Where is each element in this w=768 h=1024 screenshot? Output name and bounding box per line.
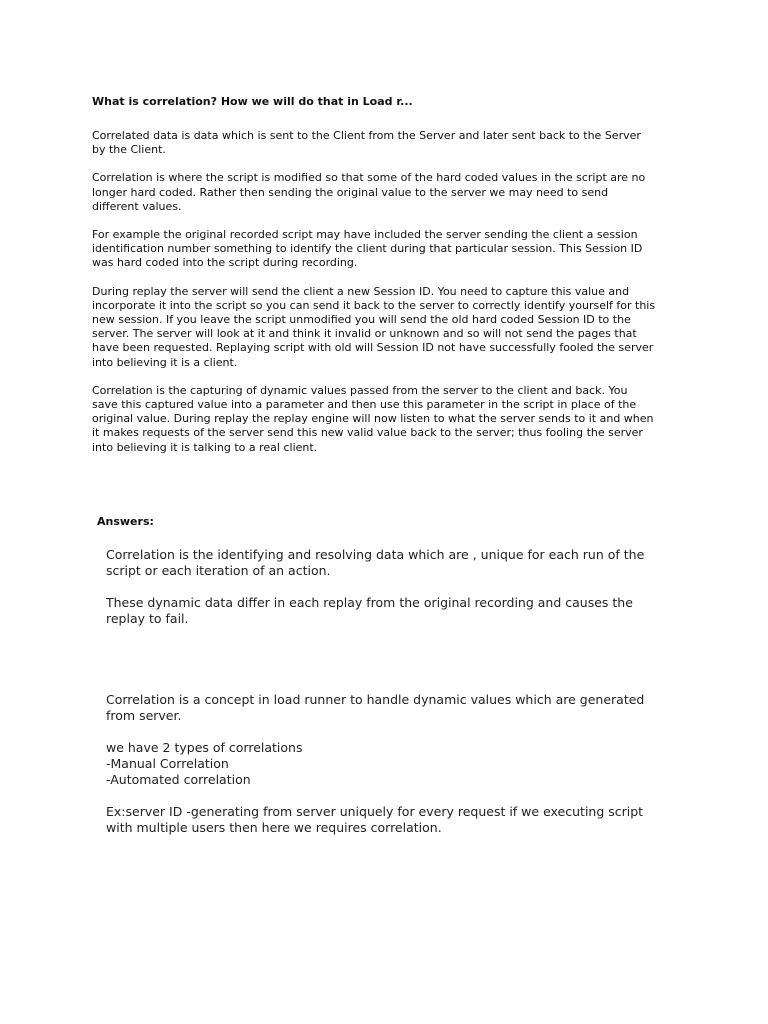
text-line: During replay the server will send the client a new Session ID. You need to capture this value and (92, 284, 630, 298)
text-line: Correlated data is data which is sent to the Client from the Server and later sent back to the Server (92, 129, 641, 142)
text-line: identification number something to identify the client during that particular session. This Session ID (92, 242, 643, 256)
text-line: original value. During replay the replay engine will now listen to what the server sends to it and when (92, 412, 654, 426)
question-title: What is correlation? How we will do that in Load r... (92, 95, 413, 108)
question-paragraph (92, 171, 682, 214)
answers-heading: Answers: (97, 515, 154, 528)
text-line: -Manual Correlation (106, 756, 229, 771)
text-line: incorporate it into the script so you can send it back to the server to correctly identify yourself for this (92, 298, 656, 312)
text-line: replay to fail. (106, 611, 189, 626)
text-line: server. The server will look at it and think it invalid or unknown and so will not send the pages that (92, 327, 637, 341)
text-line: Ex:server ID -generating from server uniquely for every request if we executing script (106, 804, 644, 819)
text-line: save this captured value into a parameter and then use this parameter in the script in place of the (92, 398, 637, 412)
text-line: by the Client. (92, 143, 166, 157)
text-line: new session. If you leave the script unmodified you will send the old hard coded Session ID to the (92, 313, 631, 327)
question-paragraph (92, 285, 682, 370)
text-line: we have 2 types of correlations (106, 740, 303, 755)
text-line: Correlation is a concept in load runner to handle dynamic values which are generated (106, 692, 645, 707)
text-line: longer hard coded. Rather then sending the original value to the server we may need to send (92, 185, 609, 199)
text-line: Correlation is the identifying and resolving data which are , unique for each run of the (106, 547, 645, 562)
text-line: was hard coded into the script during recording. (92, 256, 358, 270)
text-line: into believing it is talking to a real client. (92, 440, 318, 454)
text-line: Correlation is where the script is modified so that some of the hard coded values in the script are no (92, 171, 646, 185)
answer-paragraph (106, 692, 644, 724)
text-line: For example the original recorded script may have included the server sending the client a session (92, 228, 638, 242)
answer-block (106, 547, 644, 643)
text-line: into believing it is a client. (92, 355, 238, 369)
answer-paragraph (106, 740, 644, 788)
question-body (92, 129, 682, 469)
answer-paragraph (106, 547, 644, 579)
question-paragraph (92, 228, 682, 271)
text-line: These dynamic data differ in each replay from the original recording and causes the (106, 595, 633, 610)
text-line: -Automated correlation (106, 772, 251, 787)
text-line: have been requested. Replaying script with old will Session ID not have successfully fooled the server (92, 341, 654, 355)
text-line: from server. (106, 708, 182, 723)
answer-paragraph (106, 804, 644, 836)
answer-block (106, 692, 644, 852)
text-line: it makes requests of the server send this new valid value back to the server; thus fooling the server (92, 426, 643, 440)
text-line: Correlation is the capturing of dynamic values passed from the server to the client and back. You (92, 383, 628, 397)
text-line: script or each iteration of an action. (106, 563, 331, 578)
answer-paragraph (106, 595, 644, 627)
question-paragraph (92, 129, 682, 157)
text-line: with multiple users then here we requires correlation. (106, 820, 442, 835)
question-paragraph (92, 384, 682, 455)
text-line: different values. (92, 199, 182, 213)
